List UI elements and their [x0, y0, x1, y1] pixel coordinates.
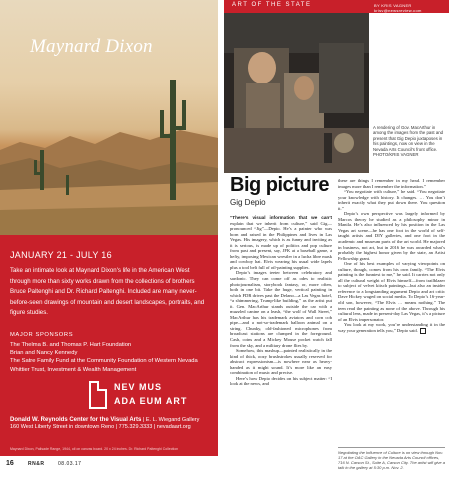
museum-logo [88, 378, 213, 412]
sponsors-list [10, 341, 215, 374]
article-column-1 [230, 215, 332, 387]
divider [338, 447, 445, 448]
article-paragraph: “You negotiate with culture,” he said. “You negotiate your knowledge with history. It changes. … You don’t inherit exactly what they put down there. You question it.” [338, 189, 445, 211]
article-page [224, 0, 449, 480]
painting-caption: Maynard Dixon, Palisade Range, 1944, oil on canvas board. 20 x 24 inches. Dr. Richard Paltenghi Collection [10, 447, 179, 451]
photo-caption: A rendering of Gov. MacArthur in among the images from the past and present that Gig Depio juxtaposes in his paintings, now on view in the Nevada Arts Council's front office. PHOTO/KRIS VAGNER [373, 125, 443, 158]
logo-top-text: NEV MUS [114, 382, 163, 392]
page-number: 16 [6, 460, 14, 467]
sponsor-item: Brian and Nancy Kennedy [10, 350, 78, 357]
article-photo [224, 13, 369, 173]
article-paragraph: these are things I remember in my head. I remember images more than I remember the information.” [338, 178, 445, 189]
article-paragraph: Depio’s own perspective was largely informed by Marcos theory he studied as a philosophy minor in Manila. He’s also influenced by his position in the Las Vegas art scene—he has one foot in the world of self-taught artists and DIY galleries, and one foot in the academic and museum parts of the art world. He majored in business, not art, but in 2016 he was awarded what’s probably the highest honor given by the state, an Artist Fellowship grant. [338, 211, 445, 261]
article-paragraph: You look at my work, you’re understanding it in the way your generation tells you,” Depio said. [338, 322, 445, 333]
logo-bottom-text: ADA EUM ART [114, 396, 188, 406]
exhibition-ad [0, 0, 218, 480]
publication-name: RN&R [28, 461, 45, 467]
sponsor-item: The Thelma B. and Thomas P. Hart Foundation [10, 342, 132, 348]
article-paragraph: Depio’s images teeter between celebratory and sardonic. They can come off as odes to realistic photojournalism, storybook fantasy, or, more often, both in one bit. Take the huge, vertical painting in which FDR drives past the Delano—a Las Vegas hotel, “a shimmering, Trump-like building,” as the artist put it. Gen. MacArthur stands outside the car with a muzzled canine on a leash, “the wolf of Wall Street,” MacArthur has his trademark aviators and corn cob pipe—and a not-so-trademark balloon animal on a string. Chunky, old-fashioned microphones from broadcast stations are clumped in the foreground. Cash, coins and a Mickey Mouse pocket watch fall from the sky, and a military drone flies by. [230, 270, 332, 348]
gallery-name: Donald W. Reynolds Center for the Visual Arts [10, 417, 142, 423]
article-headline: Big picture [230, 174, 329, 196]
article-column-2 [338, 178, 445, 334]
exhibition-dates: JANUARY 21 - JULY 16 [10, 250, 112, 260]
issue-date: 08.03.17 [58, 461, 82, 467]
article-paragraph: Somehow, this mashup—painted realistically in the kind of thick, oozy brushstrokes usually reserved for abstract expressionism—is nowhere near as heavy-handed as it might sound. It’s more like an easy combination of music and precise. [230, 348, 332, 376]
sponsor-item: Whittier Trust, Investment & Wealth Management [10, 366, 137, 373]
article-subject: Gig Depio [230, 198, 266, 207]
section-name: ART OF THE STATE [232, 2, 312, 8]
gallery-info [10, 417, 215, 431]
exhibition-description: Take an intimate look at Maynard Dixon's life in the American West through more than sixty works drawn from the collections of brothers Bruce Paltenghi and Dr. Richard Paltenghi. Included are many never-before-seen drawings of mountain and desert landscapes, portraits, and figure studies. [10, 267, 205, 316]
article-paragraph: One of his best examples of varying viewpoints on culture, though, comes from his own family. “The Elvis painting is the funniest to me,” he said. It carries not only all the cultural weight of Elvis himself—from trailblazer to subject of velvet kitsch paintings—but also an insider reference to a longstanding argument Depio and art critic Dave Hickey waged on social media. To Depio’s 16-year-old son, however, “The Elvis … means nothing.” The teen read the painting as none of the above. Through his cultural lens, made in present-day Las Vegas, it’s a picture of an Elvis impersonator. [338, 261, 445, 322]
lead-in: “There’s visual information that we can’t [230, 215, 332, 220]
article-paragraph: Here’s how Depio decides on his subject matter: “I look at the news, and [230, 375, 332, 387]
sponsors-heading: MAJOR SPONSORS [10, 332, 74, 338]
article-paragraph: “There’s visual information that we can’t explain that we inherit from culture,” said Gig—pronounced “Jig”—Depio. He’s a painter who was born and raised in the Philippines and lives in Las Vegas. His imagery, which is as funny and inviting as it is serious, is made up of politics and pop culture from past and present, say, JFK at a baseball game, a hefty, imposing Mexican wrestler in a lucha libre mask and cowboy hat. Elvis wearing his usual wide lapels plus a tool belt full of oil-painting supplies. [230, 215, 332, 270]
gallery-address: 160 West Liberty Street in downtown Reno | 775.329.3333 | nevadaart.org [10, 424, 191, 430]
gallery-suffix: | E. L. Wiegand Gallery [141, 417, 200, 423]
museum-logo-mark-icon [88, 380, 108, 410]
sponsor-item: The Satre Family Fund at the Community Foundation of Western Nevada [10, 358, 198, 365]
header-byline: BY KRIS VAGNER krisv@newsreview.com [374, 3, 422, 13]
painting-photo-illustration [224, 13, 369, 173]
landscape-painting [0, 0, 218, 235]
section-header [224, 0, 449, 13]
exhibition-title: Maynard Dixon [30, 36, 153, 57]
exhibit-info-note: Negotiating the Influence of Culture is on view through Nov. 17 at the OAC Gallery in the Nevada Arts Council offices, 716 N. Carson St., Suite A, Carson City. The artist will give a talk in the gallery at 5:30 p.m. Nov. 2. [338, 450, 445, 470]
page-folio [0, 456, 218, 480]
end-mark-icon [420, 328, 426, 334]
